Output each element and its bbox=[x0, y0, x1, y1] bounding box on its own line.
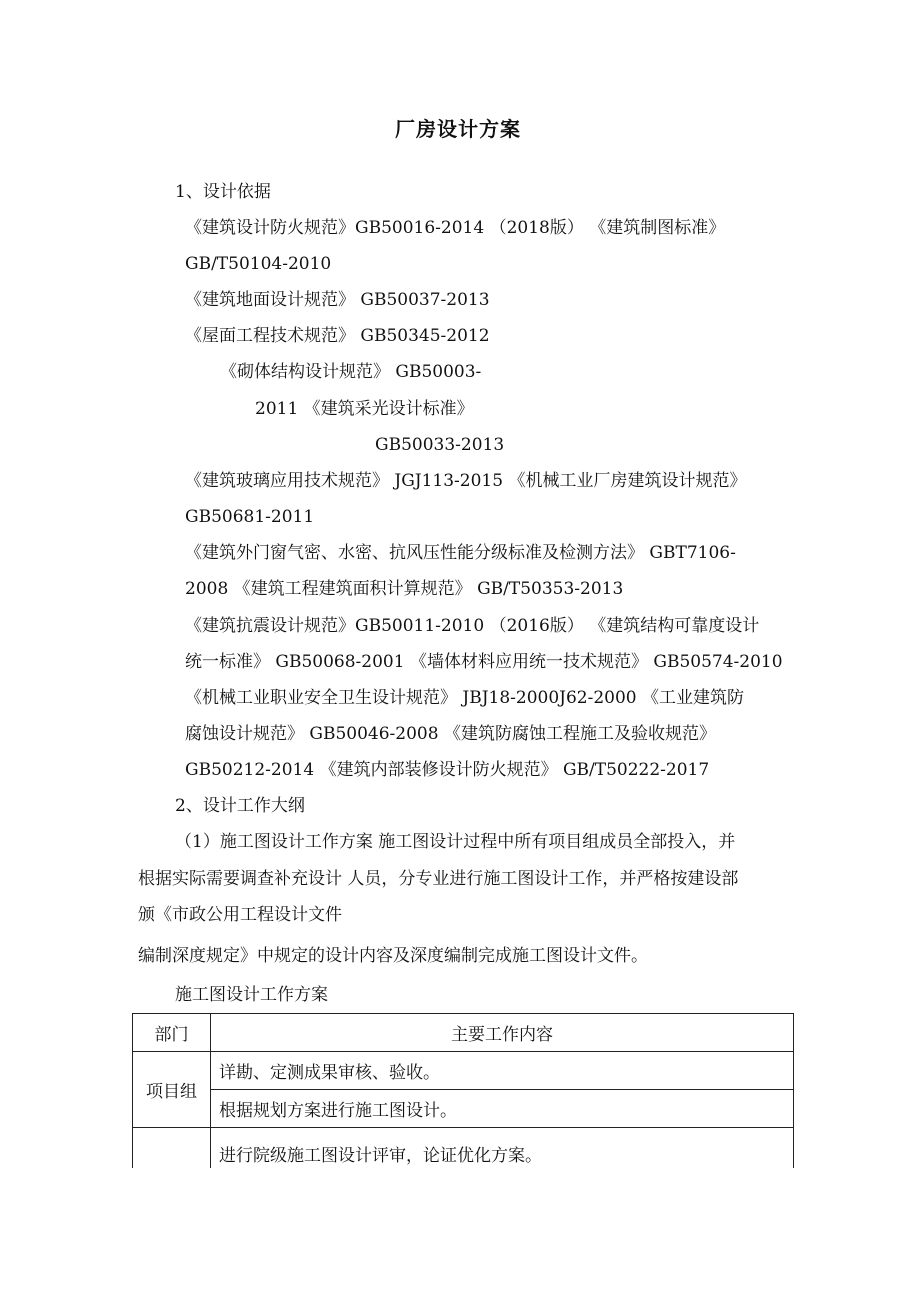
reference-line: 《砌体结构设计规范》 GB50003- bbox=[220, 362, 482, 382]
table-row bbox=[133, 1052, 794, 1090]
reference-line: GB/T50104-2010 bbox=[185, 254, 332, 274]
content-cell: 详勘、定测成果审核、验收。 bbox=[211, 1052, 794, 1090]
reference-line: 《建筑外门窗气密、水密、抗风压性能分级标准及检测方法》 GBT7106- bbox=[185, 543, 736, 563]
dept-cell-empty bbox=[133, 1128, 211, 1169]
reference-line: GB50681-2011 bbox=[185, 507, 315, 527]
reference-line: GB50212-2014 《建筑内部装修设计防火规范》 GB/T50222-2017 bbox=[185, 760, 710, 780]
reference-line: 《建筑地面设计规范》 GB50037-2013 bbox=[185, 290, 490, 310]
header-content: 主要工作内容 bbox=[211, 1014, 794, 1052]
dept-cell: 项目组 bbox=[133, 1052, 211, 1128]
table-row bbox=[133, 1090, 794, 1128]
content-cell: 根据规划方案进行施工图设计。 bbox=[211, 1090, 794, 1128]
reference-line: 2008 《建筑工程建筑面积计算规范》 GB/T50353-2013 bbox=[185, 579, 624, 599]
table-row bbox=[133, 1128, 794, 1169]
work-plan-table bbox=[132, 1013, 794, 1168]
section-heading-2: 2、设计工作大纲 bbox=[175, 796, 305, 816]
reference-line: 腐蚀设计规范》 GB50046-2008 《建筑防腐蚀工程施工及验收规范》 bbox=[185, 724, 716, 744]
header-dept: 部门 bbox=[133, 1014, 211, 1052]
reference-line: 《机械工业职业安全卫生设计规范》 JBJ18-2000J62-2000 《工业建筑防 bbox=[185, 688, 745, 708]
page-title: 厂房设计方案 bbox=[395, 117, 521, 141]
reference-line: 统一标准》 GB50068-2001 《墙体材料应用统一技术规范》 GB50574-2010 bbox=[185, 652, 783, 672]
paragraph-line: 根据实际需要调查补充设计 人员，分专业进行施工图设计工作，并严格按建设部 bbox=[138, 869, 739, 889]
reference-line: 《建筑设计防火规范》GB50016-2014 （2018版） 《建筑制图标准》 bbox=[185, 218, 726, 238]
content-cell: 进行院级施工图设计评审，论证优化方案。 bbox=[211, 1128, 794, 1169]
reference-line: 《屋面工程技术规范》 GB50345-2012 bbox=[185, 326, 490, 346]
table-header-row bbox=[133, 1014, 794, 1052]
paragraph-line: （1）施工图设计工作方案 施工图设计过程中所有项目组成员全部投入，并 bbox=[175, 832, 736, 852]
reference-line: 2011 《建筑采光设计标准》 bbox=[255, 399, 474, 419]
table-caption: 施工图设计工作方案 bbox=[175, 985, 328, 1005]
paragraph-line: 编制深度规定》中规定的设计内容及深度编制完成施工图设计文件。 bbox=[138, 946, 648, 966]
paragraph-line: 颁《市政公用工程设计文件 bbox=[138, 905, 342, 925]
reference-line: GB50033-2013 bbox=[375, 435, 505, 455]
reference-line: 《建筑抗震设计规范》GB50011-2010 （2016版） 《建筑结构可靠度设计 bbox=[185, 616, 760, 636]
reference-line: 《建筑玻璃应用技术规范》 JGJ113-2015 《机械工业厂房建筑设计规范》 bbox=[185, 471, 747, 491]
section-heading-1: 1、设计依据 bbox=[175, 182, 271, 202]
